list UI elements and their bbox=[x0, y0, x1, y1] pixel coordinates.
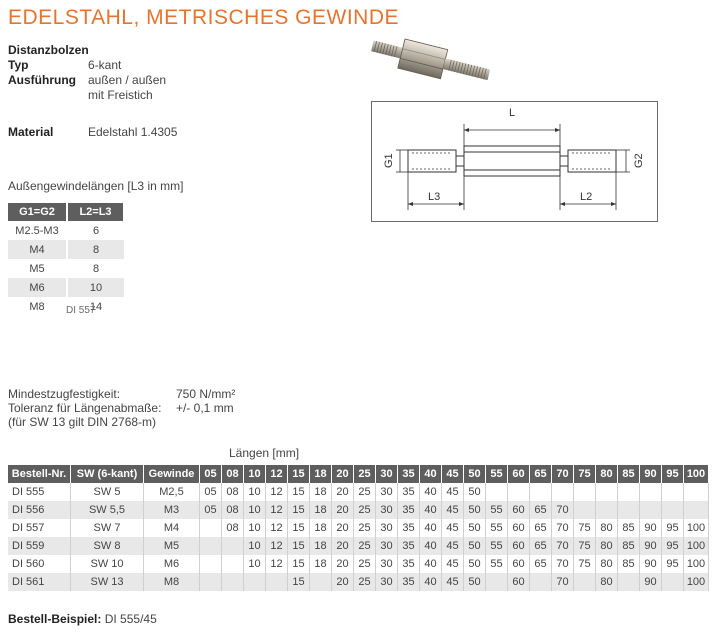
table-cell: 40 bbox=[420, 483, 442, 501]
table-cell: 10 bbox=[244, 555, 266, 573]
table-cell: 80 bbox=[596, 555, 618, 573]
table-row bbox=[8, 555, 709, 573]
table-cell: 70 bbox=[552, 537, 574, 555]
table-cell bbox=[486, 483, 508, 501]
thread-length-title: Außengewindelängen [L3 in mm] bbox=[8, 179, 184, 193]
table-cell bbox=[200, 573, 222, 591]
product-name: Distanzbolzen bbox=[8, 43, 89, 57]
column-header: 10 bbox=[244, 465, 266, 483]
table-cell: SW 5,5 bbox=[71, 501, 144, 519]
table-cell: 65 bbox=[530, 537, 552, 555]
table-cell bbox=[266, 573, 288, 591]
table-cell: 10 bbox=[244, 519, 266, 537]
table-cell: 30 bbox=[376, 573, 398, 591]
table-cell: M8 bbox=[8, 297, 67, 316]
table-cell: 25 bbox=[354, 573, 376, 591]
spec-key: Toleranz für Längenabmaße: bbox=[8, 401, 162, 415]
table-cell: 35 bbox=[398, 573, 420, 591]
table-row bbox=[8, 501, 709, 519]
table-cell: 40 bbox=[420, 519, 442, 537]
table-cell: 70 bbox=[552, 573, 574, 591]
table-cell: 60 bbox=[508, 501, 530, 519]
example-label: Bestell-Beispiel: bbox=[8, 612, 102, 626]
table-cell bbox=[222, 555, 244, 573]
table-cell: 100 bbox=[684, 555, 709, 573]
thread-length-table bbox=[8, 203, 125, 316]
table-cell bbox=[200, 519, 222, 537]
column-header: 50 bbox=[464, 465, 486, 483]
table-cell: 10 bbox=[244, 483, 266, 501]
table-cell: SW 7 bbox=[71, 519, 144, 537]
table-cell: 100 bbox=[684, 519, 709, 537]
table-cell: M5 bbox=[144, 537, 200, 555]
table-cell: 35 bbox=[398, 483, 420, 501]
table-cell: 15 bbox=[288, 501, 310, 519]
table-cell: M2.5-M3 bbox=[8, 221, 67, 240]
table-cell bbox=[618, 483, 640, 501]
table-cell: 15 bbox=[288, 537, 310, 555]
table-cell: SW 5 bbox=[71, 483, 144, 501]
table-cell: 95 bbox=[662, 519, 684, 537]
table-cell: 30 bbox=[376, 501, 398, 519]
table-cell: 20 bbox=[332, 573, 354, 591]
material-value: Edelstahl 1.4305 bbox=[88, 125, 178, 139]
table-cell bbox=[530, 483, 552, 501]
table-cell: 25 bbox=[354, 537, 376, 555]
table-cell: 35 bbox=[398, 501, 420, 519]
column-header: 18 bbox=[310, 465, 332, 483]
table-cell: 35 bbox=[398, 519, 420, 537]
column-header: 45 bbox=[442, 465, 464, 483]
table-cell: 10 bbox=[67, 278, 124, 297]
table-row bbox=[8, 537, 709, 555]
table-cell: 60 bbox=[508, 519, 530, 537]
table-cell: 60 bbox=[508, 573, 530, 591]
table-cell: 20 bbox=[332, 537, 354, 555]
table-cell: 15 bbox=[288, 573, 310, 591]
table-cell: 30 bbox=[376, 555, 398, 573]
table-cell: 10 bbox=[244, 501, 266, 519]
table-cell: DI 556 bbox=[8, 501, 71, 519]
table-cell: 45 bbox=[442, 555, 464, 573]
table-cell bbox=[662, 501, 684, 519]
dim-g1: G1 bbox=[383, 153, 395, 168]
table-cell: 90 bbox=[640, 519, 662, 537]
table-cell: 55 bbox=[486, 537, 508, 555]
table-cell: M6 bbox=[144, 555, 200, 573]
table-cell bbox=[574, 501, 596, 519]
table-cell: 25 bbox=[354, 519, 376, 537]
table-cell: 40 bbox=[420, 501, 442, 519]
table-cell: 65 bbox=[530, 519, 552, 537]
page-title: EDELSTAHL, METRISCHES GEWINDE bbox=[8, 6, 400, 29]
material-key: Material bbox=[8, 125, 54, 139]
table-cell bbox=[222, 573, 244, 591]
table-cell: 50 bbox=[464, 519, 486, 537]
table-cell: 50 bbox=[464, 483, 486, 501]
table-cell: 65 bbox=[530, 501, 552, 519]
prop-key: Typ bbox=[8, 58, 29, 72]
table-cell bbox=[684, 483, 709, 501]
table-cell: 05 bbox=[200, 483, 222, 501]
table-cell bbox=[244, 573, 266, 591]
table-cell: 70 bbox=[552, 501, 574, 519]
table-cell: 65 bbox=[530, 555, 552, 573]
table-cell: 18 bbox=[310, 501, 332, 519]
table-row bbox=[8, 278, 124, 297]
table-cell: 15 bbox=[288, 555, 310, 573]
column-header: 100 bbox=[684, 465, 709, 483]
order-table bbox=[8, 465, 709, 591]
table-cell: 75 bbox=[574, 519, 596, 537]
table-cell: SW 10 bbox=[71, 555, 144, 573]
column-header: 40 bbox=[420, 465, 442, 483]
table-cell: 40 bbox=[420, 555, 442, 573]
table-cell: 90 bbox=[640, 555, 662, 573]
table-cell bbox=[618, 501, 640, 519]
table-cell: DI 555 bbox=[8, 483, 71, 501]
column-header: 95 bbox=[662, 465, 684, 483]
column-header: 30 bbox=[376, 465, 398, 483]
table-cell: M8 bbox=[144, 573, 200, 591]
spec-value: 750 N/mm² bbox=[176, 387, 236, 401]
table-cell: M4 bbox=[144, 519, 200, 537]
table-cell: 40 bbox=[420, 573, 442, 591]
table-cell bbox=[662, 483, 684, 501]
table-cell: 20 bbox=[332, 555, 354, 573]
table-cell: 55 bbox=[486, 519, 508, 537]
table-cell: 70 bbox=[552, 519, 574, 537]
table-cell bbox=[574, 483, 596, 501]
prop-value: außen / außen bbox=[88, 73, 167, 87]
table-cell: 55 bbox=[486, 555, 508, 573]
table-cell: 70 bbox=[552, 555, 574, 573]
table-cell: 8 bbox=[92, 262, 100, 275]
table-cell: 12 bbox=[266, 501, 288, 519]
technical-drawing bbox=[371, 101, 658, 222]
specifications bbox=[8, 387, 235, 429]
table-cell: DI 557 bbox=[8, 519, 71, 537]
table-cell bbox=[618, 573, 640, 591]
table-cell: 10 bbox=[244, 537, 266, 555]
table-cell: M6 bbox=[8, 278, 67, 297]
spec-value: +/- 0,1 mm bbox=[176, 401, 234, 415]
table-cell: 30 bbox=[376, 537, 398, 555]
table-cell: 08 bbox=[222, 501, 244, 519]
table-cell bbox=[508, 483, 530, 501]
table-cell: DI 561 bbox=[8, 573, 71, 591]
table-cell: 45 bbox=[442, 573, 464, 591]
table-cell: 80 bbox=[596, 537, 618, 555]
table-cell: 60 bbox=[508, 555, 530, 573]
column-header: Gewinde bbox=[144, 465, 200, 483]
table-cell: 25 bbox=[354, 501, 376, 519]
table-cell: 95 bbox=[662, 555, 684, 573]
table-cell: 45 bbox=[442, 537, 464, 555]
table-cell: M2,5 bbox=[144, 483, 200, 501]
table-cell: 25 bbox=[354, 483, 376, 501]
spec-key: Mindestzugfestigkeit: bbox=[8, 387, 121, 401]
table-cell bbox=[200, 537, 222, 555]
table-cell: DI 560 bbox=[8, 555, 71, 573]
table-cell: SW 8 bbox=[71, 537, 144, 555]
table-cell: 15 bbox=[288, 519, 310, 537]
table-cell: M4 bbox=[8, 240, 67, 259]
table-cell: 90 bbox=[640, 573, 662, 591]
table-row bbox=[8, 483, 709, 501]
order-example bbox=[8, 612, 157, 626]
table-cell: 50 bbox=[464, 555, 486, 573]
column-header: 85 bbox=[618, 465, 640, 483]
column-header: SW (6-kant) bbox=[71, 465, 144, 483]
table-cell: 20 bbox=[332, 501, 354, 519]
table-cell: 08 bbox=[222, 519, 244, 537]
table-row bbox=[8, 259, 124, 278]
column-header: 15 bbox=[288, 465, 310, 483]
table-cell bbox=[200, 555, 222, 573]
table-cell: SW 13 bbox=[71, 573, 144, 591]
table-cell bbox=[486, 573, 508, 591]
table-cell: 90 bbox=[640, 537, 662, 555]
table-cell: 75 bbox=[574, 555, 596, 573]
column-header: 05 bbox=[200, 465, 222, 483]
table-cell bbox=[222, 537, 244, 555]
table-cell bbox=[596, 483, 618, 501]
table-cell: 08 bbox=[222, 483, 244, 501]
column-header: 90 bbox=[640, 465, 662, 483]
table-cell: 60 bbox=[508, 537, 530, 555]
product-properties bbox=[8, 43, 177, 140]
table-cell bbox=[310, 573, 332, 591]
table-cell: 50 bbox=[464, 573, 486, 591]
table-cell bbox=[574, 573, 596, 591]
column-header: 70 bbox=[552, 465, 574, 483]
table-row bbox=[8, 519, 709, 537]
table-cell: DI 559 bbox=[8, 537, 71, 555]
table-cell bbox=[640, 483, 662, 501]
table-row bbox=[8, 573, 709, 591]
column-header: 12 bbox=[266, 465, 288, 483]
table-cell: 45 bbox=[442, 519, 464, 537]
table-row bbox=[8, 221, 124, 240]
table-cell: 100 bbox=[684, 537, 709, 555]
table-cell: 35 bbox=[398, 537, 420, 555]
column-header: Bestell-Nr. bbox=[8, 465, 71, 483]
table-cell: 40 bbox=[420, 537, 442, 555]
table-cell: 15 bbox=[288, 483, 310, 501]
table-cell: 18 bbox=[310, 519, 332, 537]
column-header: 80 bbox=[596, 465, 618, 483]
column-header: 65 bbox=[530, 465, 552, 483]
table-cell: M5 bbox=[8, 259, 67, 278]
example-value: DI 555/45 bbox=[104, 612, 157, 626]
overlay-label: DI 557 bbox=[66, 305, 96, 316]
table-cell: 55 bbox=[486, 501, 508, 519]
dim-l3: L3 bbox=[428, 191, 441, 203]
dim-l: L bbox=[509, 107, 516, 119]
spec-key: (für SW 13 gilt DIN 2768-m) bbox=[8, 415, 157, 429]
table-cell bbox=[640, 501, 662, 519]
column-header: 20 bbox=[332, 465, 354, 483]
table-cell: 6 bbox=[92, 224, 100, 237]
table-cell: 95 bbox=[662, 537, 684, 555]
column-header: 75 bbox=[574, 465, 596, 483]
table-cell: 18 bbox=[310, 537, 332, 555]
table-cell bbox=[552, 483, 574, 501]
column-header: G1=G2 bbox=[8, 203, 67, 221]
table-cell: 12 bbox=[266, 483, 288, 501]
table-cell: 80 bbox=[596, 573, 618, 591]
table-cell: 45 bbox=[442, 501, 464, 519]
table-cell: 25 bbox=[354, 555, 376, 573]
table-cell: 85 bbox=[618, 519, 640, 537]
table-cell: 30 bbox=[376, 483, 398, 501]
prop-key bbox=[8, 88, 88, 103]
table-row bbox=[8, 240, 124, 259]
table-cell: 14 bbox=[89, 300, 103, 313]
dim-l2: L2 bbox=[580, 191, 593, 203]
column-header: 60 bbox=[508, 465, 530, 483]
table-cell: 05 bbox=[200, 501, 222, 519]
dim-g2: G2 bbox=[633, 153, 645, 168]
table-cell bbox=[684, 501, 709, 519]
prop-value: 6-kant bbox=[88, 58, 122, 72]
table-cell: 75 bbox=[574, 537, 596, 555]
table-cell: 85 bbox=[618, 555, 640, 573]
column-header: L2=L3 bbox=[67, 203, 124, 221]
table-cell: 45 bbox=[442, 483, 464, 501]
table-cell bbox=[662, 573, 684, 591]
table-cell bbox=[596, 501, 618, 519]
table-cell: 50 bbox=[464, 501, 486, 519]
table-cell: 100 bbox=[684, 573, 709, 591]
table-cell: 8 bbox=[67, 240, 124, 259]
table-cell: 12 bbox=[266, 519, 288, 537]
table-cell: 50 bbox=[464, 537, 486, 555]
column-header: 35 bbox=[398, 465, 420, 483]
table-cell: 18 bbox=[310, 483, 332, 501]
column-header: 08 bbox=[222, 465, 244, 483]
table-cell: 20 bbox=[332, 483, 354, 501]
table-cell: 80 bbox=[596, 519, 618, 537]
table-cell: 18 bbox=[310, 555, 332, 573]
table-cell: 12 bbox=[266, 537, 288, 555]
table-cell: 12 bbox=[266, 555, 288, 573]
table-cell: 30 bbox=[376, 519, 398, 537]
column-header: 55 bbox=[486, 465, 508, 483]
table-cell: M3 bbox=[144, 501, 200, 519]
lengths-label: Längen [mm] bbox=[229, 446, 300, 460]
prop-key: Ausführung bbox=[8, 73, 76, 87]
table-cell bbox=[530, 573, 552, 591]
table-cell: 35 bbox=[398, 555, 420, 573]
table-cell: 85 bbox=[618, 537, 640, 555]
prop-value: mit Freistich bbox=[88, 88, 153, 102]
column-header: 25 bbox=[354, 465, 376, 483]
product-photo bbox=[366, 32, 496, 94]
table-cell: 20 bbox=[332, 519, 354, 537]
